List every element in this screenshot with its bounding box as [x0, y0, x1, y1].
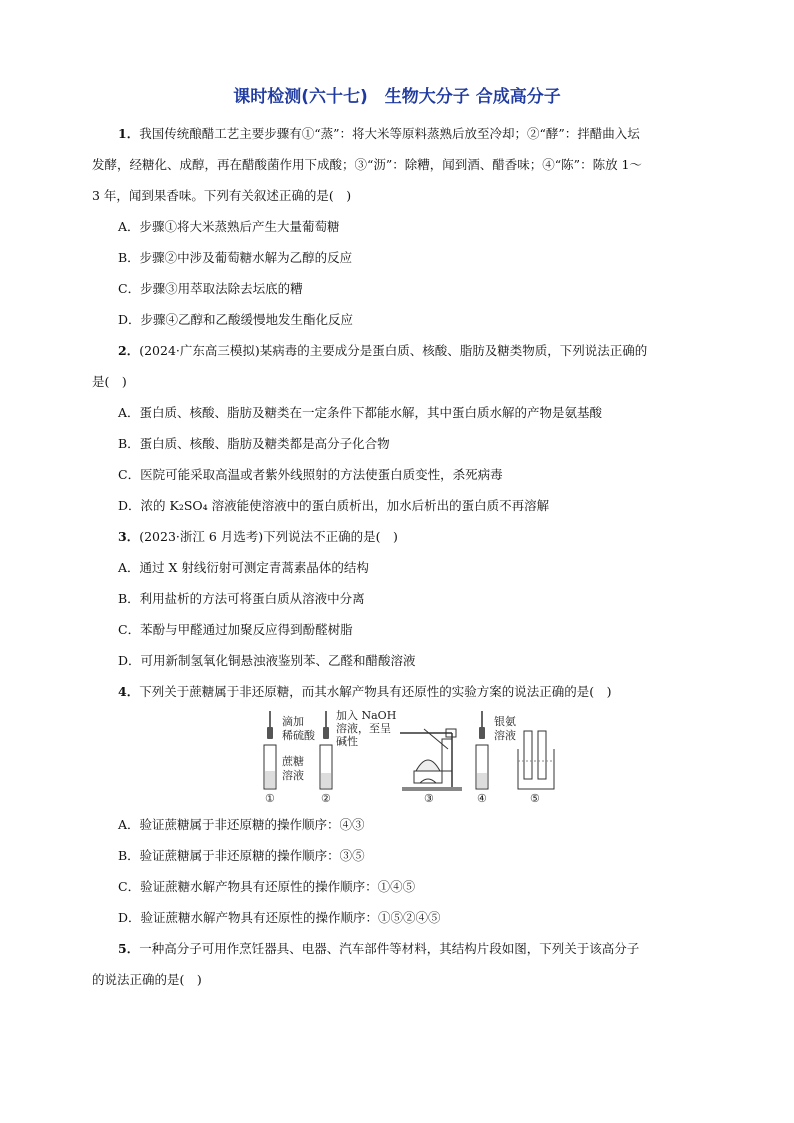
option-d[interactable]: D．浓的 K₂SO₄ 溶液能使溶液中的蛋白质析出，加水后析出的蛋白质不再溶解: [118, 498, 550, 513]
step-number: ③: [424, 792, 434, 805]
step-number: ①: [265, 792, 275, 805]
label-silver-ammonia: 溶液: [494, 729, 516, 742]
option-d[interactable]: D．验证蔗糖水解产物具有还原性的操作顺序：①⑤②④⑤: [118, 910, 441, 925]
question-1: [92, 118, 704, 335]
option-d[interactable]: D．可用新制氢氧化铜悬浊液鉴别苯、乙醛和醋酸溶液: [118, 653, 416, 668]
option-c[interactable]: C．验证蔗糖水解产物具有还原性的操作顺序：①④⑤: [118, 879, 416, 894]
label-dilute-acid: 稀硫酸: [282, 729, 315, 742]
option-b[interactable]: B．蛋白质、核酸、脂肪及糖类都是高分子化合物: [118, 436, 390, 451]
question-text: 是( ): [92, 374, 127, 389]
question-number: 2．: [118, 343, 140, 358]
step-number: ④: [477, 792, 487, 805]
question-text: 的说法正确的是( ): [92, 972, 202, 987]
label-naoh: 加入 NaOH: [336, 709, 397, 722]
option-d[interactable]: D．步骤④乙醇和乙酸缓慢地发生酯化反应: [118, 312, 354, 327]
option-b[interactable]: B．步骤②中涉及葡萄糖水解为乙醇的反应: [118, 250, 353, 265]
page-title: 课时检测(六十七) 生物大分子 合成高分子: [233, 87, 561, 107]
label-naoh: 碱性: [336, 735, 358, 748]
question-text: 我国传统酿醋工艺主要步骤有①“蒸”：将大米等原料蒸熟后放至冷却；②“酵”：拌醋曲入坛: [139, 126, 640, 141]
question-5: [92, 933, 704, 995]
question-text: (2023·浙江 6 月选考)下列说法不正确的是( ): [139, 529, 398, 544]
question-2: [92, 335, 704, 521]
question-number: 1．: [118, 126, 140, 141]
question-text: 一种高分子可用作烹饪器具、电器、汽车部件等材料，其结构片段如图，下列关于该高分子: [139, 941, 640, 956]
option-a[interactable]: A．通过 X 射线衍射可测定青蒿素晶体的结构: [118, 560, 369, 575]
option-b[interactable]: B．验证蔗糖属于非还原糖的操作顺序：③⑤: [118, 848, 365, 863]
question-number: 5．: [118, 941, 140, 956]
option-a[interactable]: A．蛋白质、核酸、脂肪及糖类在一定条件下都能水解，其中蛋白质水解的产物是氨基酸: [118, 405, 603, 420]
question-text: 3 年，闻到果香味。下列有关叙述正确的是( ): [92, 188, 352, 203]
question-text: (2024·广东高三模拟)某病毒的主要成分是蛋白质、核酸、脂肪及糖类物质，下列说法正确的: [139, 343, 648, 358]
option-c[interactable]: C．步骤③用萃取法除去坛底的糟: [118, 281, 303, 296]
label-silver-ammonia: 银氨: [494, 715, 516, 728]
step-3-apparatus: [400, 729, 462, 805]
label-dilute-acid: 滴加: [282, 715, 304, 728]
experiment-diagram: [262, 709, 562, 805]
question-number: 3．: [118, 529, 140, 544]
label-sucrose: 蔗糖: [282, 755, 304, 768]
experiment-figure: [92, 709, 704, 805]
step-2-apparatus: [320, 709, 396, 805]
option-a[interactable]: A．验证蔗糖属于非还原糖的操作顺序：④③: [118, 817, 365, 832]
question-number: 4．: [118, 684, 140, 699]
question-text: 下列关于蔗糖属于非还原糖，而其水解产物具有还原性的实验方案的说法正确的是( ): [139, 684, 612, 699]
step-number: ②: [321, 792, 331, 805]
option-b[interactable]: B．利用盐析的方法可将蛋白质从溶液中分离: [118, 591, 365, 606]
step-4-apparatus: [476, 711, 516, 805]
step-1-apparatus: [264, 711, 316, 805]
option-c[interactable]: C．医院可能采取高温或者紫外线照射的方法使蛋白质变性，杀死病毒: [118, 467, 503, 482]
label-naoh: 溶液，至呈: [336, 722, 391, 735]
step-number: ⑤: [530, 792, 540, 805]
label-sucrose: 溶液: [282, 769, 304, 782]
question-list: [92, 118, 704, 995]
option-a[interactable]: A．步骤①将大米蒸熟后产生大量葡萄糖: [118, 219, 340, 234]
question-text: 发酵，经糖化、成醇，再在醋酸菌作用下成酸；③“沥”：除糟，闻到酒、醋香味；④“陈”：陈放 1～: [92, 157, 642, 172]
question-4: [92, 676, 704, 933]
question-3: [92, 521, 704, 676]
step-5-apparatus: [518, 731, 554, 805]
option-c[interactable]: C．苯酚与甲醛通过加聚反应得到酚醛树脂: [118, 622, 353, 637]
